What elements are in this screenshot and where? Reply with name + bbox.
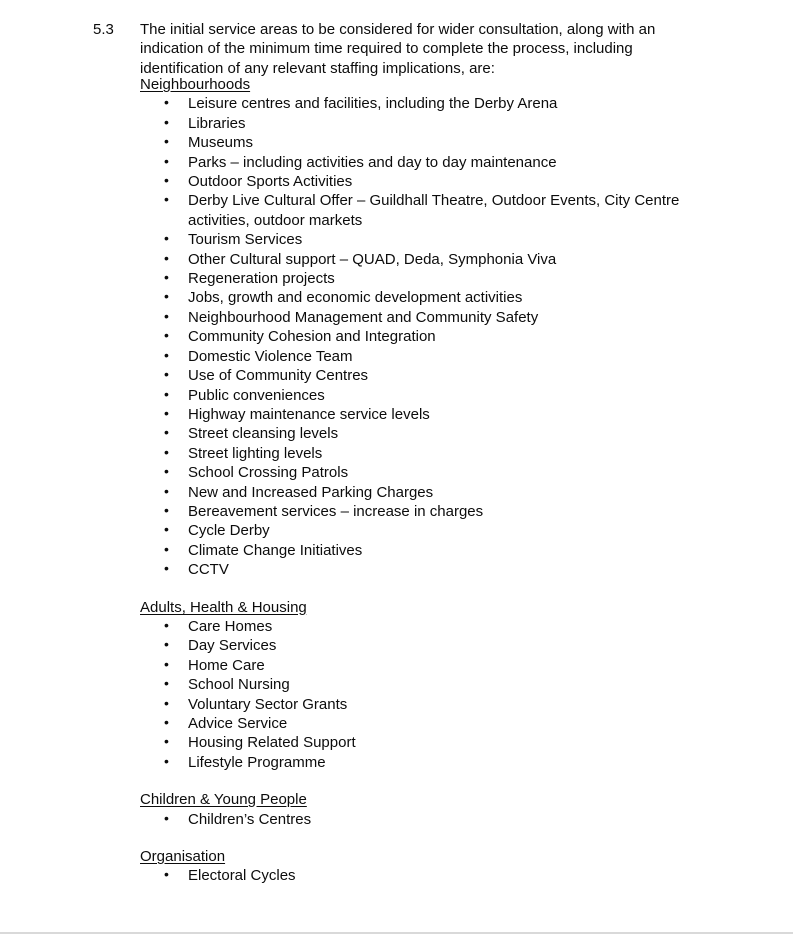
list-item: [140, 560, 716, 579]
list-item-text: Domestic Violence Team: [188, 347, 353, 365]
list-item-text: Community Cohesion and Integration: [188, 328, 436, 346]
bullet-icon: •: [164, 866, 169, 883]
list-item: [140, 617, 716, 636]
list-item: [140, 133, 716, 152]
list-item: [140, 541, 716, 560]
clause-5-3: [93, 20, 713, 78]
list-item: [140, 733, 716, 752]
list-item-text: School Nursing: [188, 676, 290, 694]
list-item-text: Bereavement services – increase in charges: [188, 502, 484, 520]
bullet-icon: •: [164, 809, 169, 826]
bullet-icon: •: [164, 675, 169, 692]
bullet-icon: •: [164, 113, 169, 130]
bullet-icon: •: [164, 733, 169, 750]
list-item-text: Care Homes: [188, 617, 273, 635]
bullet-icon: •: [164, 249, 169, 266]
service-group: [140, 75, 730, 580]
bullet-icon: •: [164, 424, 169, 441]
list-item: [140, 444, 716, 463]
bullet-icon: •: [164, 694, 169, 711]
list-item-text: Home Care: [188, 656, 265, 674]
list-item: [140, 230, 716, 249]
list-item-text: Street lighting levels: [188, 444, 323, 462]
list-item: [140, 463, 716, 482]
list-item: [140, 94, 716, 113]
bullet-icon: •: [164, 152, 169, 169]
list-item: [140, 386, 716, 405]
bullet-icon: •: [164, 752, 169, 769]
list-item: [140, 753, 716, 772]
bullet-icon: •: [164, 482, 169, 499]
list-item-text: Climate Change Initiatives: [188, 541, 363, 559]
list-item: [140, 172, 716, 191]
bullet-icon: •: [164, 521, 169, 538]
list-item: [140, 405, 716, 424]
bullet-icon: •: [164, 655, 169, 672]
list-item-text: Electoral Cycles: [188, 867, 296, 885]
list-item: [140, 366, 716, 385]
bullet-icon: •: [164, 636, 169, 653]
page-bottom-rule: [0, 932, 793, 934]
list-item-text: Children’s Centres: [188, 810, 312, 828]
list-item-text: Jobs, growth and economic development activities: [188, 289, 523, 307]
bullet-icon: •: [164, 269, 169, 286]
list-item: [140, 153, 716, 172]
bullet-icon: •: [164, 346, 169, 363]
list-item-text: Other Cultural support – QUAD, Deda, Symphonia Viva: [188, 250, 557, 268]
list-item: [140, 810, 716, 829]
bullet-icon: •: [164, 191, 169, 208]
list-item-text: Day Services: [188, 637, 277, 655]
list-item-text: Street cleansing levels: [188, 425, 339, 443]
intro-text: The initial service areas to be considered for wider consultation, along with an indication of the minimum time required to complete the process, including identification of any relevant staffing implications, are:: [140, 21, 656, 77]
list-item-text: CCTV: [188, 561, 229, 579]
list-item: [140, 114, 716, 133]
list-item-text: New and Increased Parking Charges: [188, 483, 434, 501]
service-group: [140, 790, 730, 829]
list-item-text: Voluntary Sector Grants: [188, 695, 348, 713]
list-item-text: School Crossing Patrols: [188, 464, 349, 482]
bullet-icon: •: [164, 540, 169, 557]
service-group: [140, 847, 730, 886]
bullet-icon: •: [164, 385, 169, 402]
bullet-icon: •: [164, 404, 169, 421]
bullet-icon: •: [164, 463, 169, 480]
clause-number: 5.3: [93, 21, 114, 38]
list-item: [140, 191, 716, 230]
list-item-text: Libraries: [188, 114, 246, 132]
group-heading: Children & Young People: [140, 791, 307, 809]
service-area-groups: [140, 75, 730, 886]
list-item: [140, 269, 716, 288]
list-item-text: Derby Live Cultural Offer – Guildhall Theatre, Outdoor Events, City Centre activities, outdoor markets: [188, 192, 680, 229]
list-item-text: Lifestyle Programme: [188, 753, 326, 771]
list-item: [140, 327, 716, 346]
bullet-icon: •: [164, 172, 169, 189]
bullet-icon: •: [164, 616, 169, 633]
list-item: [140, 695, 716, 714]
bullet-icon: •: [164, 288, 169, 305]
list-item: [140, 250, 716, 269]
list-item: [140, 483, 716, 502]
group-item-list: [140, 617, 730, 772]
list-item: [140, 521, 716, 540]
list-item-text: Highway maintenance service levels: [188, 405, 430, 423]
list-item: [140, 424, 716, 443]
list-item-text: Cycle Derby: [188, 522, 270, 540]
group-heading: Adults, Health & Housing: [140, 598, 307, 616]
bullet-icon: •: [164, 366, 169, 383]
list-item-text: Public conveniences: [188, 386, 325, 404]
list-item-text: Neighbourhood Management and Community Safety: [188, 308, 539, 326]
list-item: [140, 866, 716, 885]
service-group: [140, 598, 730, 773]
bullet-icon: •: [164, 714, 169, 730]
list-item-text: Housing Related Support: [188, 734, 356, 752]
group-item-list: [140, 94, 730, 579]
list-item-text: Tourism Services: [188, 231, 303, 249]
list-item-text: Regeneration projects: [188, 270, 335, 288]
bullet-icon: •: [164, 560, 169, 577]
list-item: [140, 675, 716, 694]
group-item-list: [140, 866, 730, 885]
list-item-text: Leisure centres and facilities, including the Derby Arena: [188, 95, 558, 113]
group-heading: Neighbourhoods: [140, 76, 251, 93]
list-item: [140, 714, 716, 733]
group-heading: Organisation: [140, 848, 226, 866]
group-item-list: [140, 810, 730, 829]
list-item-text: Outdoor Sports Activities: [188, 173, 353, 191]
list-item-text: Use of Community Centres: [188, 367, 369, 385]
list-item: [140, 656, 716, 675]
list-item-text: Advice Service: [188, 715, 288, 732]
list-item: [140, 347, 716, 366]
list-item: [140, 636, 716, 655]
bullet-icon: •: [164, 133, 169, 150]
list-item-text: Parks – including activities and day to day maintenance: [188, 153, 557, 171]
list-item: [140, 308, 716, 327]
bullet-icon: •: [164, 230, 169, 247]
bullet-icon: •: [164, 94, 169, 111]
bullet-icon: •: [164, 443, 169, 460]
bullet-icon: •: [164, 501, 169, 518]
bullet-icon: •: [164, 327, 169, 344]
list-item-text: Museums: [188, 134, 254, 152]
list-item: [140, 288, 716, 307]
bullet-icon: •: [164, 307, 169, 324]
list-item: [140, 502, 716, 521]
